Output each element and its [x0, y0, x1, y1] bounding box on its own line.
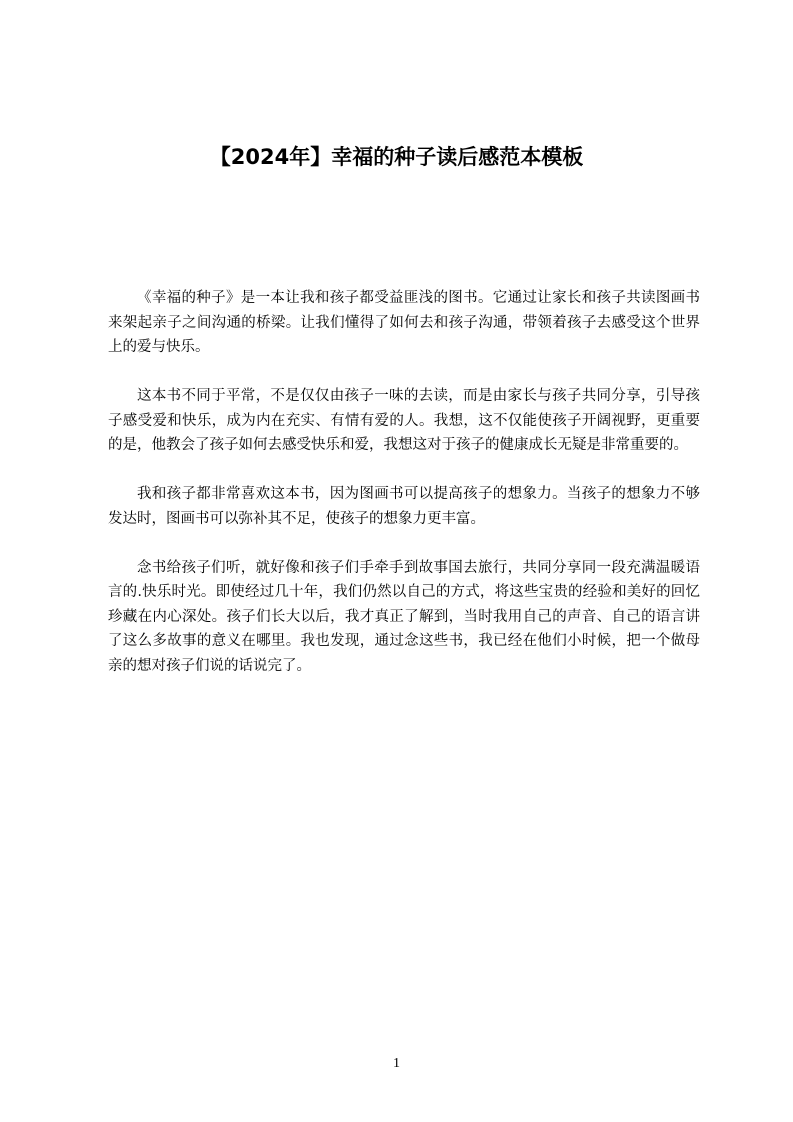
- paragraph-4: 念书给孩子们听，就好像和孩子们手牵手到故事国去旅行，共同分享同一段充满温暖语言的.快乐时光。即使经过几十年，我们仍然以自己的方式，将这些宝贵的经验和美好的回忆珍藏在内心深处。孩子们长大以后，我才真正了解到，当时我用自己的声音、自己的语言讲了这么多故事的意义在哪里。我也发现，通过念这些书，我已经在他们小时候，把一个做母亲的想对孩子们说的话说完了。: [108, 559, 700, 674]
- document-body: [108, 286, 700, 703]
- document-title: 【2024年】幸福的种子读后感范本模板: [209, 145, 584, 169]
- paragraph-1: 《幸福的种子》是一本让我和孩子都受益匪浅的图书。它通过让家长和孩子共读图画书来架起亲子之间沟通的桥梁。让我们懂得了如何去和孩子沟通，带领着孩子去感受这个世界上的爱与快乐。: [108, 290, 700, 355]
- paragraph-2: 这本书不同于平常，不是仅仅由孩子一味的去读，而是由家长与孩子共同分享，引导孩子感受爱和快乐，成为内在充实、有情有爱的人。我想，这不仅能使孩子开阔视野，更重要的是，他教会了孩子如何去感受快乐和爱，我想这对于孩子的健康成长无疑是非常重要的。: [108, 388, 700, 453]
- paragraph-3: 我和孩子都非常喜欢这本书，因为图画书可以提高孩子的想象力。当孩子的想象力不够发达时，图画书可以弥补其不足，使孩子的想象力更丰富。: [108, 486, 700, 527]
- page-number: 1: [393, 1056, 400, 1071]
